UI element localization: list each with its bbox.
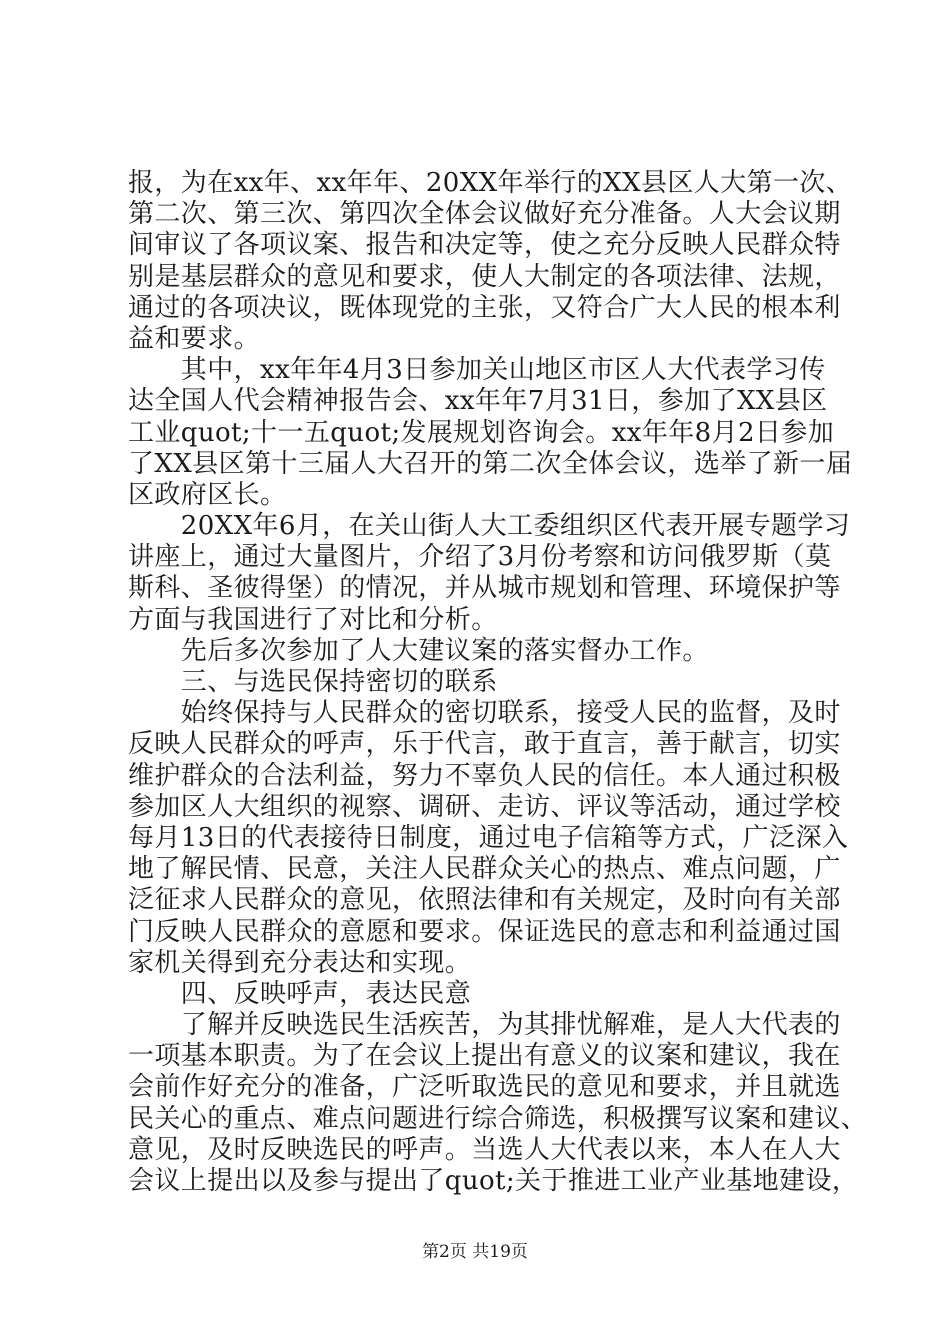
text-line: 方面与我国进行了对比和分析。 (128, 604, 498, 635)
text-line: 别是基层群众的意见和要求，使人大制定的各项法律、法规， (128, 261, 841, 292)
text-line: 20XX年6月，在关山街人大工委组织区代表开展专题学习 (128, 511, 851, 542)
text-line: 报，为在xx年、xx年年、20XX年举行的XX县区人大第一次、 (128, 168, 853, 198)
text-line: 了XX县区第十三届人大召开的第二次全体会议，选举了新一届 (128, 448, 853, 479)
text-line: 讲座上，通过大量图片，介绍了3月份考察和访问俄罗斯（莫 (128, 542, 832, 573)
document-body (128, 168, 868, 1197)
text-line: 会议上提出以及参与提出了quot;关于推进工业产业基地建设， (128, 1166, 859, 1196)
text-line: 反映人民群众的呼声，乐于代言，敢于直言，善于献言，切实 (128, 729, 841, 760)
text-line: 区政府区长。 (128, 479, 287, 510)
text-line: 一项基本职责。为了在会议上提出有意义的议案和建议，我在 (128, 1041, 841, 1072)
text-line: 工业quot;十一五quot;发展规划咨询会。xx年年8月2日参加 (128, 417, 835, 448)
text-line: 第二次、第三次、第四次全体会议做好充分准备。人大会议期 (128, 199, 841, 230)
text-line: 门反映人民群众的意愿和要求。保证选民的意志和利益通过国 (128, 916, 841, 947)
text-line: 参加区人大组织的视察、调研、走访、评议等活动，通过学校 (128, 791, 841, 822)
text-line: 家机关得到充分表达和实现。 (128, 947, 472, 978)
text-line: 益和要求。 (128, 323, 261, 354)
text-line: 维护群众的合法利益，努力不辜负人民的信任。本人通过积极 (128, 760, 841, 791)
text-line: 斯科、圣彼得堡）的情况，并从城市规划和管理、环境保护等 (128, 573, 841, 604)
text-line: 间审议了各项议案、报告和决定等，使之充分反映人民群众特 (128, 230, 841, 261)
section-heading: 四、反映呼声，表达民意 (128, 978, 472, 1009)
text-line: 达全国人代会精神报告会、xx年年7月31日，参加了XX县区 (128, 386, 828, 417)
text-line: 先后多次参加了人大建议案的落实督办工作。 (128, 635, 709, 666)
text-line: 了解并反映选民生活疾苦，为其排忧解难，是人大代表的 (128, 1010, 841, 1041)
text-line: 民关心的重点、难点问题进行综合筛选，积极撰写议案和建议、 (128, 1103, 868, 1134)
page-footer (0, 1242, 950, 1262)
text-line: 会前作好充分的准备，广泛听取选民的意见和要求，并且就选 (128, 1072, 841, 1103)
page-number: 第2页 共19页 (422, 1242, 528, 1262)
text-line: 地了解民情、民意，关注人民群众关心的热点、难点问题，广 (128, 854, 841, 885)
text-line: 通过的各项决议，既体现党的主张，又符合广大人民的根本利 (128, 292, 841, 323)
text-line: 意见，及时反映选民的呼声。当选人大代表以来，本人在人大 (128, 1134, 841, 1165)
section-heading: 三、与选民保持密切的联系 (128, 667, 498, 697)
text-line: 每月13日的代表接待日制度，通过电子信箱等方式，广泛深入 (128, 822, 849, 853)
text-line: 泛征求人民群众的意见，依照法律和有关规定，及时向有关部 (128, 885, 841, 916)
text-line: 其中，xx年年4月3日参加关山地区市区人大代表学习传 (128, 355, 826, 386)
text-line: 始终保持与人民群众的密切联系，接受人民的监督，及时 (128, 698, 841, 729)
